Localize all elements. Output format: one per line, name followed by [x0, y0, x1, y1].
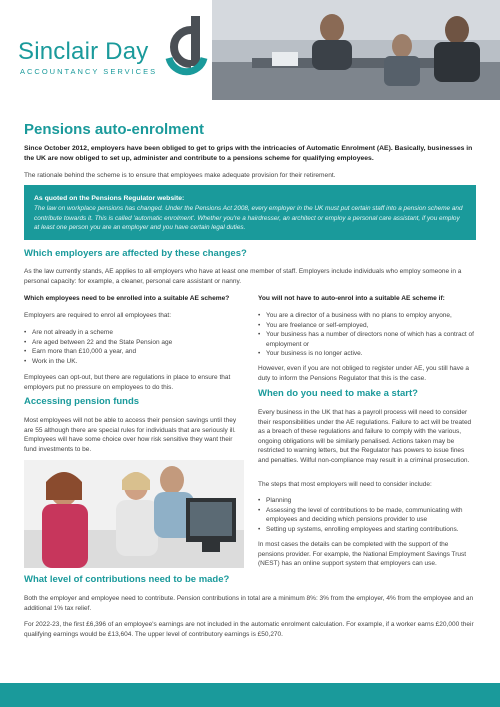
affected-heading: Which employers are affected by these changes?: [24, 248, 247, 259]
rationale-text: The rationale behind the scheme is to ensure that employees make adequate provision for their retirement.: [24, 172, 336, 179]
list-item: • Setting up systems, enrolling employees and starting contributions.: [258, 525, 476, 535]
enrol-heading: Which employees need to be enrolled into a suitable AE scheme?: [24, 295, 230, 302]
page-title: Pensions auto-enrolment: [24, 121, 205, 138]
steps-list: [258, 496, 476, 534]
page-header: [0, 0, 500, 100]
list-item: • Are aged between 22 and the State Pension age: [24, 338, 244, 348]
list-item: • You are freelance or self-employed,: [258, 321, 476, 331]
contributions-text-1: Both the employer and employee need to contribute. Pension contributions in total are a minimum 8%: 3% from the employer, 4% from the employee and an additional 1% tax relief.: [24, 595, 474, 612]
contributions-text-2: For 2022-23, the first £6,396 of an employee's earnings are not included in the automatic enrolment calculation. For example, if a worker earns £20,000 their qualifying earnings would be £13,604. The upper level of contributory earnings is £50,270.: [24, 621, 474, 638]
funds-text: Most employees will not be able to access their pension savings until they are 55 although there are special rules for individuals that are seriously ill. Employees will have some choice over how risk sensitive they want their fund investments to be.: [24, 417, 237, 453]
list-item: • Your business is no longer active.: [258, 349, 476, 359]
no-enrol-list: [258, 311, 476, 359]
affected-text: As the law currently stands, AE applies to all employers who have at least one member of staff. Employers include individuals who employ someone in a personal capacity: for example, a cleaner, personal care assistant or nanny.: [24, 268, 462, 285]
brand-tagline: ACCOUNTANCY SERVICES: [20, 67, 158, 76]
optout-text: Employees can opt-out, but there are regulations in place to ensure that employers put no pressure on employees to do this.: [24, 374, 231, 391]
list-item: • Earn more than £10,000 a year, and: [24, 347, 244, 357]
funds-heading: Accessing pension funds: [24, 396, 140, 407]
intro-text: Since October 2012, employers have been obliged to get to grips with the intricacies of Automatic Enrolment (AE). Basically, businesses in the UK are now obliged to set up, administer and contribute to a pensions scheme for qualifying employees.: [24, 145, 473, 162]
quote-text: The law on workplace pensions has changed. Under the Pensions Act 2008, every employer in the UK must put certain staff into a pension scheme and contribute towards it. This is called 'automatic enrolment'. Whether you're a hairdresser, an architect or employ a personal care assistant, if you employ at least one person you are an employer and you have certain legal duties.: [34, 205, 463, 231]
no-enrol-heading: You will not have to auto-enrol into a suitable AE scheme if:: [258, 295, 445, 302]
list-item: • Planning: [258, 496, 476, 506]
header-photo: [212, 0, 500, 100]
list-item: • Work in the UK.: [24, 357, 244, 367]
logo-mark-icon: [164, 14, 210, 78]
enrol-list: [24, 328, 244, 366]
support-text: In most cases the details can be completed with the support of the pensions provider. For example, the National Employment Savings Trust (NEST) has an online support system that employers can use.: [258, 541, 467, 568]
regulator-quote-box: [24, 185, 476, 240]
register-text: However, even if you are not obliged to register under AE, you still have a duty to inform the Pensions Regulator that this is the case.: [258, 365, 470, 382]
list-item: • You are a director of a business with no plans to employ anyone,: [258, 311, 476, 321]
meeting-photo: [24, 460, 244, 568]
brand-logo: [18, 14, 218, 84]
list-item: • Assessing the level of contributions to be made, communicating with employees and deciding which pensions provider to use: [258, 506, 476, 525]
brand-name: Sinclair Day: [18, 38, 149, 65]
start-heading: When do you need to make a start?: [258, 388, 418, 399]
list-item: • Your business has a number of directors none of which has a contract of employment or: [258, 330, 476, 349]
contributions-heading: What level of contributions need to be made?: [24, 574, 230, 585]
quote-heading: As quoted on the Pensions Regulator website:: [34, 195, 185, 202]
steps-text: The steps that most employers will need to consider include:: [258, 481, 432, 488]
start-text: Every business in the UK that has a payroll process will need to consider their responsibilities under the AE regulations. Failure to act will be treated as a breach of these regulations and failure to comply with the various, ongoing obligations will be similarly penalised. Actions taken may be restricted to warning letters, but the Regulator has powers to issue fines and penalties. Wilful non-compliance may result in a criminal prosecution.: [258, 409, 472, 464]
list-item: • Are not already in a scheme: [24, 328, 244, 338]
enrol-text: Employers are required to enrol all employees that:: [24, 312, 172, 319]
footer-bar: [0, 683, 500, 707]
